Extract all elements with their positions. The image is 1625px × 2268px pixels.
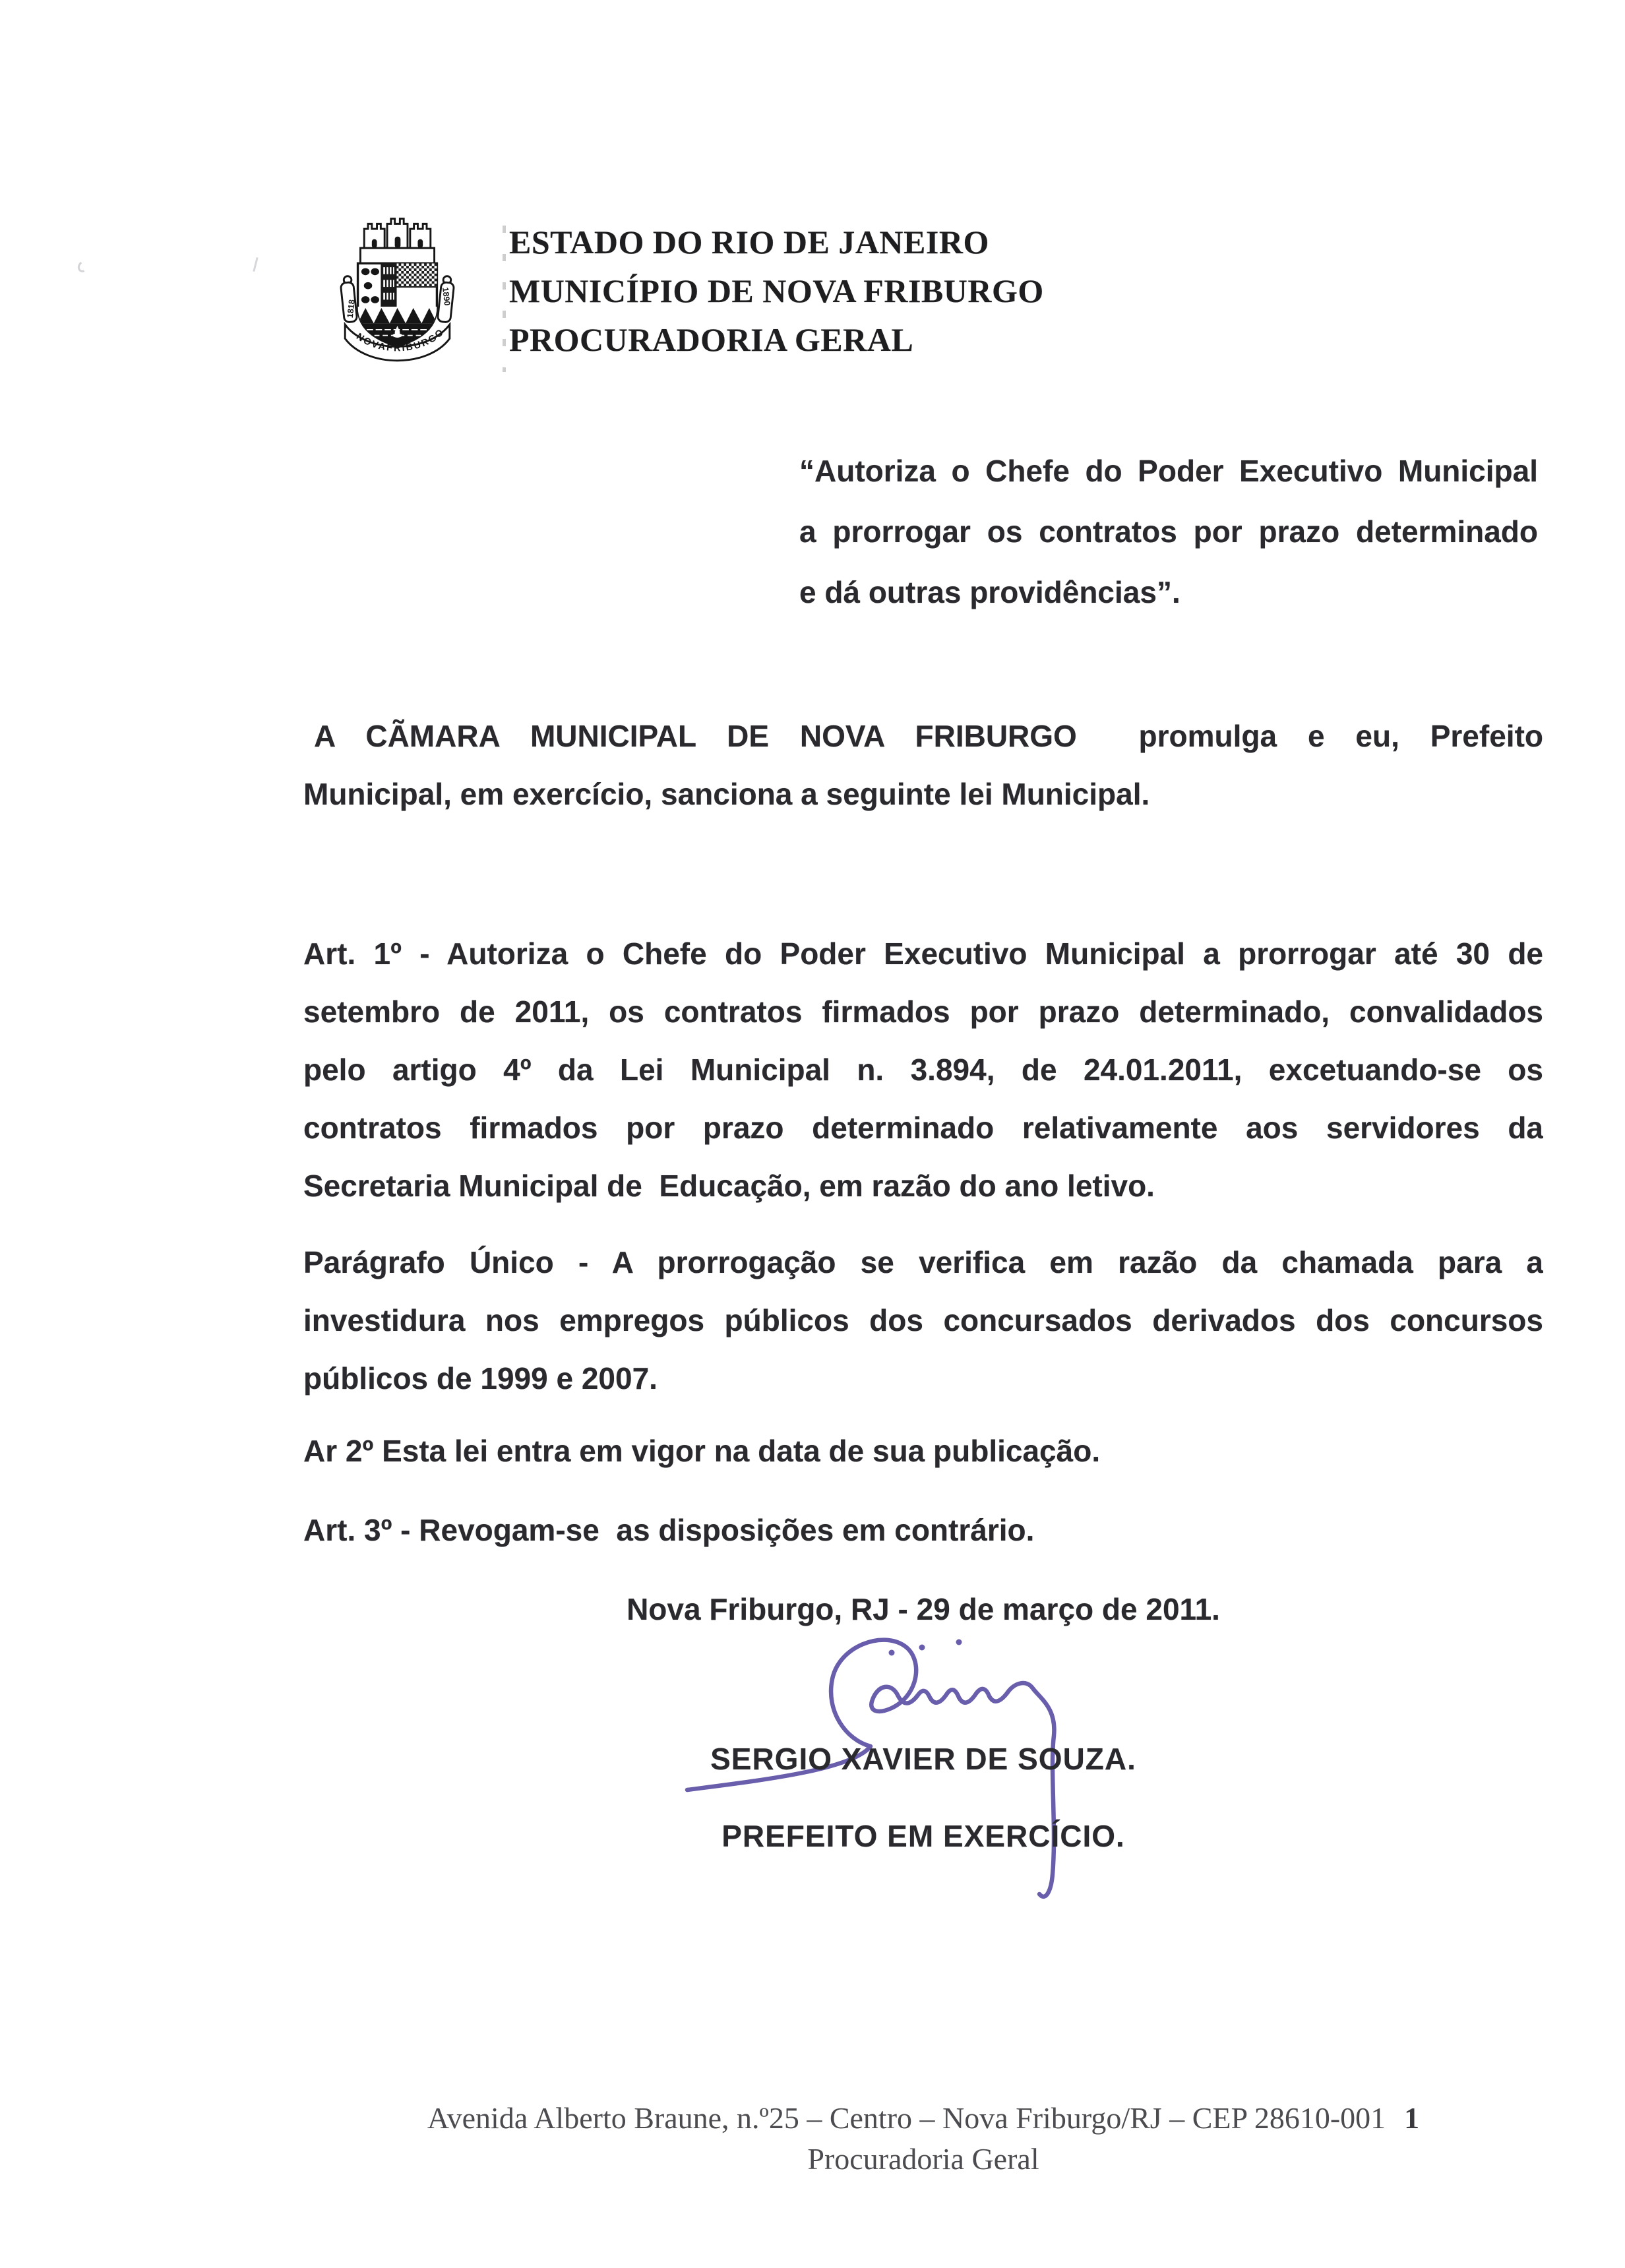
crest-year-left: 1818 [345, 299, 357, 319]
crest-banner-text: NOVAFRIBURGO [354, 326, 447, 354]
scan-artifact [503, 226, 506, 372]
nova-friburgo-coat-of-arms-icon [330, 210, 465, 368]
footer-address: Avenida Alberto Braune, n.º25 – Centro – Nova Friburgo/RJ – CEP 28610-001 [427, 2101, 1386, 2135]
signer-name: SERGIO XAVIER DE SOUZA. [710, 1742, 1136, 1776]
signer-title: PREFEITO EM EXERCÍCIO. [721, 1819, 1125, 1853]
crest-year-right: 1890 [441, 286, 452, 307]
text-line: pelo artigo 4º da Lei Municipal n. 3.894, de 24.01.2011, excetuando-se os [303, 1053, 1543, 1087]
date-line: Nova Friburgo, RJ - 29 de março de 2011. [627, 1592, 1220, 1626]
text-line: Secretaria Municipal de Educação, em razão do ano letivo. [303, 1169, 1155, 1203]
preamble-paragraph [303, 707, 1543, 823]
text-line: investidura nos empregos públicos dos concursados derivados dos concursos [303, 1303, 1543, 1337]
sole-paragraph [303, 1233, 1543, 1407]
scan-artifact [253, 257, 258, 272]
text-line: públicos de 1999 e 2007. [303, 1361, 658, 1395]
letterhead [509, 218, 1044, 364]
text-line: Parágrafo Único - A prorrogação se verifica em razão da chamada para a [303, 1245, 1543, 1279]
letterhead-state: ESTADO DO RIO DE JANEIRO [509, 224, 989, 261]
letterhead-office: PROCURADORIA GERAL [509, 321, 914, 358]
footer-department: Procuradoria Geral [807, 2142, 1039, 2176]
text-line: setembro de 2011, os contratos firmados por prazo determinado, convalidados [303, 995, 1543, 1029]
article-1-paragraph [303, 925, 1543, 1215]
page-number: 1 [1404, 2101, 1420, 2135]
text-line: Art. 1º - Autoriza o Chefe do Poder Executivo Municipal a prorrogar até 30 de [303, 936, 1543, 971]
text-line: A CÃMARA MUNICIPAL DE NOVA FRIBURGO promulga e eu, Prefeito [314, 719, 1543, 753]
footer-address-line [303, 2099, 1543, 2138]
text-line: “Autoriza o Chefe do Poder Executivo Municipal [799, 454, 1538, 488]
letterhead-municipality: MUNICÍPIO DE NOVA FRIBURGO [509, 272, 1044, 309]
text-line: contratos firmados por prazo determinado relativamente aos servidores da [303, 1111, 1543, 1145]
text-line: a prorrogar os contratos por prazo determinado [799, 514, 1538, 549]
scan-artifact [77, 260, 90, 274]
crest-crown [360, 219, 434, 264]
text-line: e dá outras providências”. [799, 575, 1180, 609]
epigraph [303, 441, 1543, 623]
article-2-paragraph: Ar 2º Esta lei entra em vigor na data de sua publicação. [303, 1434, 1101, 1468]
article-3-paragraph: Art. 3º - Revogam-se as disposições em contrário. [303, 1513, 1035, 1547]
text-line: Municipal, em exercício, sanciona a seguinte lei Municipal. [303, 777, 1150, 811]
